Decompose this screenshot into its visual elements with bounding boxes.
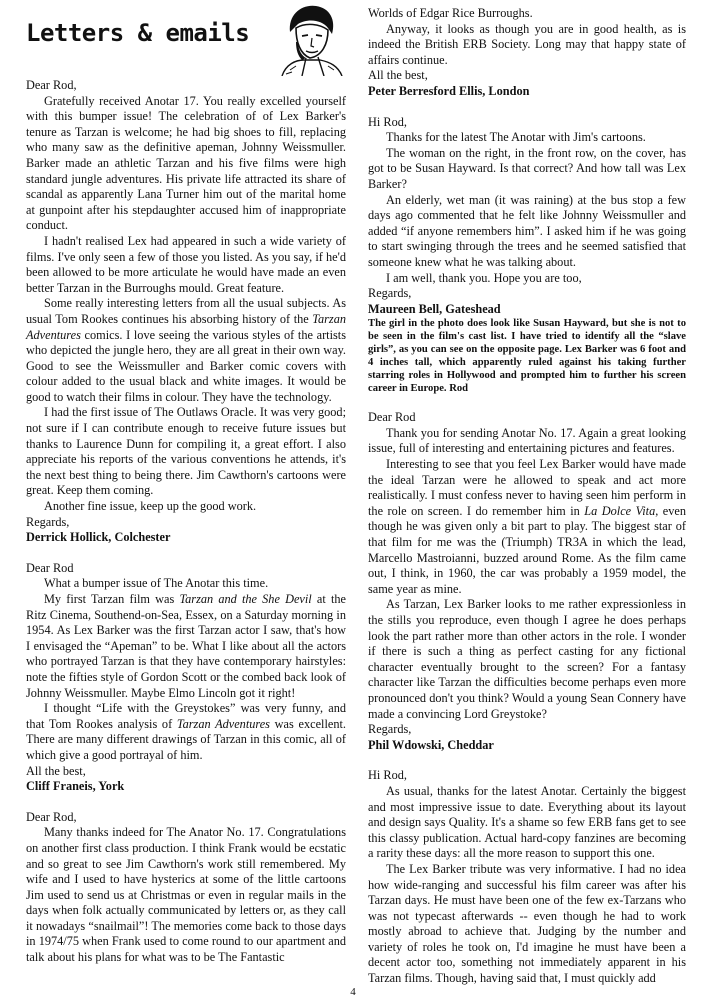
- letter-signature: Derrick Hollick, Colchester: [26, 530, 171, 545]
- editor-reply: The girl in the photo does look like Susan Hayward, but she is not to be seen in the film's cast list. I have tried to identify all the “slave girls”, as you can see on the opposite page. Lex Barker was 6 foot and 4 inches tall, which apparently ruled against his taking further starring roles in Hollywood and prompted him to further his screen career in Europe. Rod: [368, 318, 686, 395]
- letter-paragraph: Interesting to see that you feel Lex Barker would have made the ideal Tarzan were he allowed to speak and act more realistically. I must confess never to having seen him perform in the role on screen. I do remember him in La Dolce Vita, even though he was given only a bit part to play. The biggest star of that film for me was the (Triumph) TR3A in which the lead, Marcello Mastroianni, buzzed around Rome. As the film came out, I think, in 1960, the car was probably a 1959 model, the same year as mine.: [368, 457, 686, 596]
- letter-paragraph: Some really interesting letters from all the usual subjects. As usual Tom Rookes continues his absorbing history of the Tarzan Adventures comics. I love seeing the various styles of the artists who depicted the jungle hero, they are all great in their own way. Good to see the Weissmuller and Barker comic covers with colour added to the usual black and white images. It would be good to watch their films in colour. They have the technology.: [26, 296, 346, 404]
- letter-salutation: Dear Rod: [368, 410, 416, 425]
- letter-signature: Peter Berresford Ellis, London: [368, 83, 530, 98]
- page-number: 4: [350, 986, 356, 998]
- letter-closing: Regards,: [368, 286, 412, 301]
- right-column: [368, 6, 686, 1002]
- letter: [368, 410, 686, 753]
- tarzan-portrait-illustration: [272, 2, 346, 76]
- letter-paragraph: I had the first issue of The Outlaws Oracle. It was very good; not sure if I can contribute enough to receive future issues but thanks to Laurence Dunn for compiling it, a great effort. I also appreciate his reports of the various conventions he attends, it's the next best thing to being there. Jim Cawthorn's cartoons were great. Keep them coming.: [26, 405, 346, 498]
- letter-salutation: Dear Rod,: [26, 78, 77, 92]
- letter-closing: All the best,: [368, 68, 428, 83]
- letter-paragraph: An elderly, wet man (it was raining) at the bus stop a few days ago commented that he felt like Johnny Weissmuller and added “if anyone remembers him”. I asked him if he was going to start swinging through the trees and he seemed satisfied that someone knew what he was talking about.: [368, 192, 686, 269]
- letter-continuation: Worlds of Edgar Rice Burroughs.: [368, 6, 533, 20]
- letter-salutation: Hi Rod,: [368, 768, 407, 783]
- italic-title: Tarzan and the She Devil: [179, 592, 312, 606]
- letter-paragraph: As usual, thanks for the latest Anotar. Certainly the biggest and most impressive issue to date. Everything about its layout and design says Quality. It's a shame so few ERB fans get to see this classy publication. Actual hard-copy fanzines are becoming a rarity these days: all the more reason to support this one.: [368, 783, 686, 861]
- letter-paragraph: What a bumper issue of The Anotar this time.: [44, 576, 269, 591]
- letter-paragraph: Another fine issue, keep up the good work.: [44, 499, 257, 514]
- letter-paragraph: Thank you for sending Anotar No. 17. Again a great looking issue, full of interesting and entertaining pictures and features.: [368, 425, 686, 456]
- left-letters: [26, 78, 346, 966]
- masthead: [26, 0, 346, 78]
- letter-paragraph: I hadn't realised Lex had appeared in such a wide variety of films. I've only seen a few of those you listed. As you say, if he'd been allowed to be more articulate he would have made an even better Tarzan in the Burroughs mould. Great feature.: [26, 233, 346, 295]
- letter-paragraph: Many thanks indeed for The Anator No. 17. Congratulations on another first class production. I think Frank would be ecstatic and so great to see Jim Cawthorn's work still remembered. My wife and I used to have hysterics at some of the little cartoons Jim used to send us at Christmas or even in regular mails in the days when folk actually communicated by letters or, as they call it nowadays “snailmail”! The memories come back to those days in 1974/75 when Frank used to come round to our apartment and talk about his plans for what was to be The Fantastic: [26, 825, 346, 965]
- letter-closing: Regards,: [368, 722, 412, 737]
- right-letters: [368, 6, 686, 987]
- letter-closing: All the best,: [26, 763, 86, 778]
- letter-salutation: Dear Rod,: [26, 809, 77, 824]
- letter-paragraph: Thanks for the latest The Anotar with Jim's cartoons.: [386, 130, 646, 145]
- italic-title: Tarzan Adventures: [176, 716, 270, 731]
- letter-paragraph: Gratefully received Anotar 17. You really excelled yourself with this bumper issue! The celebration of of Lex Barker's tenure as Tarzan is welcome; he had big shoes to fill, replacing who many saw as the definitive apeman, Johnny Weissmuller. Barker made an athletic Tarzan and his five films were high standard jungle adventures. His private life attracted its share of scandal as apparently Lana Turner him out of the marital home at gunpoint after his stepdaughter accused him of inappropriate conduct.: [26, 93, 346, 233]
- letter-paragraph: Anyway, it looks as though you are in good health, as is indeed the British ERB Society. Long may that happy state of affairs continue.: [368, 21, 686, 67]
- letter-closing: Regards,: [26, 514, 70, 529]
- italic-title: Tarzan Adventures: [26, 311, 346, 342]
- italic-title: La Dolce Vita: [584, 503, 656, 518]
- letter-signature: Cliff Franeis, York: [26, 779, 125, 794]
- page-title: Letters & emails: [26, 19, 250, 47]
- letter: [26, 78, 346, 546]
- letter: [368, 768, 686, 986]
- letter-salutation: Dear Rod: [26, 560, 74, 575]
- letter-paragraph: I am well, thank you. Hope you are too,: [386, 270, 582, 285]
- letter: [368, 115, 686, 396]
- letter-salutation: Hi Rod,: [368, 114, 407, 129]
- letter: [26, 561, 346, 795]
- letter: [26, 810, 346, 966]
- letter-paragraph: The Lex Barker tribute was very informative. I had no idea how wide-ranging and successful his film career was after his Tarzan days. He must have been one of the few ex-Tarzans who was not typecast afterwards -- even though he had to work mostly abroad to achieve that. Judging by the number and variety of roles he took on, I'd imagine he must have been a decent actor too, something not immediately apparent in his Tarzan films. Though, having said that, I must quickly add: [368, 861, 686, 986]
- letter-paragraph: I thought “Life with the Greystokes” was very funny, and that Tom Rookes analysis of Tarzan Adventures was excellent. There are many different drawings of Tarzan in this comic, all of which give a good portrayal of him.: [26, 701, 346, 762]
- letter-paragraph: As Tarzan, Lex Barker looks to me rather expressionless in the stills you reproduce, even though I agree he does perhaps look the part rather more than other actors in the role. I wonder if there is such a thing as perfect casting for any fictional character eventually brought to the screen? For a fantasy character like Tarzan the difficulties become perhaps even more pronounced don't you think? Would a young Sean Connery have made a convincing Lord Greystoke?: [368, 597, 686, 721]
- letter-signature: Phil Wdowski, Cheddar: [368, 737, 494, 752]
- letter-paragraph: My first Tarzan film was Tarzan and the She Devil at the Ritz Cinema, Southend-on-Sea, Essex, on a Saturday morning in 1954. As Lex Barker was the first Tarzan actor I saw, that's how I envisaged the “Apeman” to be. What I like about all the actors who portrayed Tarzan is that they have contemporary hairstyles: note the fifties style of Gordon Scott or the combed back look of Johnny Weissmuller. Maybe Elmo Lincoln got it right!: [26, 592, 346, 700]
- letter-signature: Maureen Bell, Gateshead: [368, 301, 501, 316]
- letter: [368, 6, 686, 100]
- left-column: [26, 0, 346, 981]
- letter-paragraph: The woman on the right, in the front row, on the cover, has got to be Susan Hayward. Is that correct? And how tall was Lex Barker?: [368, 145, 686, 191]
